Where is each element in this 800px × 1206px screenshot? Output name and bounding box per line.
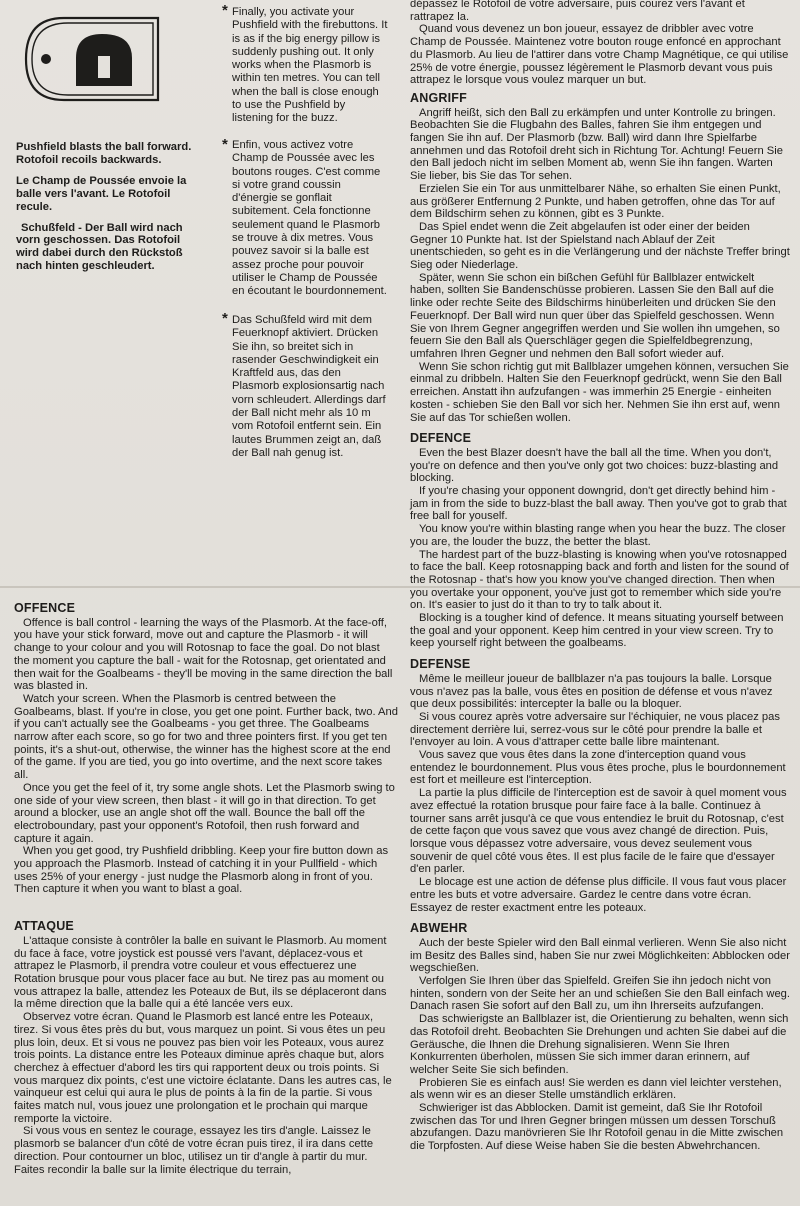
dribble-french-text: dépassez le Rotofoil de votre adversaire, puis courez vers l'avant et rattrapez la. Quand vous devenez un bon joueur, essayez de dribbler avec votre Champ de Poussée. Maintenez votre bouton rouge enfoncé en approchant du Plasmorb. Au lieu de l'attirer dans votre Champ Magnétique, ce qui utilise 25% de votre énergie, poussez légèrement le Plasmorb devant vous puis attrapez le lorsque vous voulez marquer un but. (410, 0, 789, 87)
pushfield-diagram-icon (20, 14, 170, 111)
note-star: * (222, 310, 228, 327)
section-heading: ABWEHR (410, 921, 468, 936)
right-column (410, 0, 790, 1161)
section-abwehr: ABWEHR Auch der beste Spieler wird den Ball einmal verlieren. Wenn Sie also nicht im Besitz des Balles sind, haben Sie nur zwei Möglichkeiten: Abblocken oder wegschießen. Verfolgen Sie Ihren über das Spielfeld. Greifen Sie ihn jedoch nicht von hinten, sondern von der Seite her an und schießen Sie den Ball einfach weg. Danach rasen Sie sofort auf den Ball zu, um ihn Ihrerseits aufzufangen. Das schwierigste an Ballblazer ist, die Orientierung zu behalten, wenn sich das Rotofoil dreht. Beobachten Sie Drehungen und achten Sie dabei auf die Geräusche, die Ihnen die Drehung signalisieren. Wenn Sie Ihren Konkurrenten überholen, müssen Sie sich immer daran erinnern, auf welcher Seite Sie sich befinden. Probieren Sie es einfach aus! Sie werden es dann viel leichter verstehen, als wenn wir es an dieser Stelle umständlich erklären. Schwieriger ist das Abblocken. Damit ist gemeint, daß Sie Ihr Rotofoil zwischen das Tor und Ihren Gegner bringen müssen um dessen Torschuß abzufangen. Dazu manövrieren Sie Ihr Rotofoil genau in die Mitte zwischen die Torpfosten. Auf diese Weise haben Sie die besten Abwehrchancen. (410, 921, 791, 1153)
note-star: * (222, 2, 228, 19)
note-french: Enfin, vous activez votre Champ de Poussée avec les boutons rouges. C'est comme si votre grand coussin d'énergie se gonflait subitement. Cela fonctionne seulement quand le Plasmorb se trouve à dix metres. Vous pouvez savoir si la balle est assez proche pour pouvoir utiliser le Champ de Poussée en écoutant le bourdonnement. (232, 139, 387, 298)
note-english: Finally, you activate your Pushfield with the firebuttons. It is as if the big energy pillow is suddenly pushing out. It only works when the Plasmorb is within ten metres. You can tell when the ball is close enough to use the Pushfield by listening for the buzz. (232, 6, 388, 125)
section-heading: OFFENCE (14, 601, 76, 615)
section-heading: DEFENCE (410, 431, 472, 446)
section-offence: OFFENCE Offence is ball control - learning the ways of the Plasmorb. At the face-off, you have your stick forward, move out and capture the Plasmorb - it will change to your colour and you will Rotosnap to face the goal. Do not blast the moment you capture the ball - wait for the Rotosnap, get orientated and then wait for the Goalbeams - they'll be moving in the same direction the ball was blasted in. Watch your screen. When the Plasmorb is centred between the Goalbeams, blast. If you're in close, you get one point. Further back, two. And if you can't actually see the Goalbeams - you get three. The Goalbeams narrow after each score, so go for two and three pointers first. If you get ten points, it's a shut-out, otherwise, the winner has the highest score at the end of the game. If you are tied, you go into overtime, and the next score takes all. Once you get the feel of it, try some angle shots. Let the Plasmorb swing to one side of your view screen, then blast - it will go in that direction. To get around a blocker, use an angle shot off the wall. Bounce the ball off the electroboundary, past your opponent's Rotofoil, then rush forward and capture it again. When you get good, try Pushfield dribbling. Keep your fire button down as you approach the Plasmorb. Instead of catching it in your Pullfield - which uses 25% of your energy - just nudge the Plasmorb along in front of you. Then capture it when you want to blast a goal. (14, 601, 398, 896)
section-defense: DEFENSE Même le meilleur joueur de ballblazer n'a pas toujours la balle. Lorsque vous n'avez pas la balle, vous êtes en position de défense et vous n'avez que deux possibilités: intercepter la balle ou la bloquer. Si vous courez après votre adversaire sur l'échiquier, ne vous placez pas directement derrière lui, serrez-vous sur le côté pour prendre la balle et l'envoyer au loin. A vous d'attraper cette balle libre maintenant. Vous savez que vous êtes dans la zone d'interception quand vous entendez le bourdonnement. Plus vous êtes proche, plus le bourdonnement est fort et meilleure est l'interception. La partie la plus difficile de l'interception est de savoir à quel moment vous avez effectué la rotation brusque pour faire face à la balle. Continuez à tourner sans arrêt jusqu'à ce que vous entendiez le bruit du Rotosnap, c'est de cette façon que vous savez que vous avez changé de direction. Puis, lorsque vous dépassez votre adversaire, vous devez seulement vous souvenir de quel côté vous êtes. Il est plus facile de le faire que d'essayer d'en parler. Le blocage est une action de défense plus difficile. Il vous faut vous placer entre les buts et votre adversaire. Gardez le centre dans votre écran. Essayez de rester exactment entre les poteaux. (410, 658, 790, 914)
section-heading: DEFENSE (410, 657, 471, 672)
left-column (14, 602, 398, 1184)
section-attaque: ATTAQUE L'attaque consiste à contrôler la balle en suivant le Plasmorb. Au moment du face à face, votre joystick est poussé vers l'avant, déplacez-vous et attrapez le Plasmorb, il prendra votre couleur et vous effectuerez une Rotation brusque pour vous placer face au but. Ne tirez pas au moment ou vous attrapez la balle, attendez les Poteaux de But, ils se déplaceront dans la même direction que la balle qui a été lancée vers eux. Observez votre écran. Quand le Plasmorb est lancé entre les Poteaux, tirez. Si vous êtes près du but, vous marquez un point. Si vous êtes un peu plus loin, deux. Et si vous ne pouvez pas bien voir les Poteaux, vous aurez trois points. La distance entre les Poteaux diminue après chaque but, alors cherchez à effectuer d'abord les tirs qui rapportent deux ou trois points. Si vous marquez dix points, c'est une victoire éclatante. Dans les autres cas, le vainqueur est celui qui aura le plus de points à la fin de la partie. Si vous faites match nul, vous jouez une prolongation et le prochain qui marque remporte la victoire. Si vous vous en sentez le courage, essayez les tirs d'angle. Laissez le plasmorb se balancer d'un côté de votre écran puis tirez, il ira dans cette direction. Pour contourner un bloc, utilisez un tir d'angle à partir du mur. Faites recondir la balle sur la limite électrique du terrain, (14, 920, 398, 1176)
section-heading: ANGRIFF (410, 90, 467, 105)
section-angriff: ANGRIFF Angriff heißt, sich den Ball zu erkämpfen und unter Kontrolle zu bringen. Beobachten Sie die Flugbahn des Balles, fahren Sie ihm entgegen und fangen Sie ihn auf. Der Plasmorb (bzw. Ball) wird dann Ihre Spielfarbe annehmen und das Rotofoil dreht sich in Richtung Tor. Achtung! Feuern Sie den Ball jedoch nicht im selben Moment ab, wenn Sie ihn fangen. Warten Sie lieber, bis Sie das Tor sehen. Erzielen Sie ein Tor aus unmittelbarer Nähe, so erhalten Sie einen Punkt, aus größerer Entfernung 2 Punkte, und haben getroffen, ohne das Tor auf dem Bildschirm sehen zu können, gibt es 3 Punkte. Das Spiel endet wenn die Zeit abgelaufen ist oder einer der beiden Gegner 10 Punkte hat. Ist der Spielstand nach Ablauf der Zeit unentschieden, so geht es in die Verlängerung und der nächste Treffer bringt Sieg oder Niederlage. Später, wenn Sie schon ein bißchen Gefühl für Ballblazer entwickelt haben, sollten Sie Bandenschüsse probieren. Lassen Sie den Ball auf die linke oder rechte Seite des Bildschirms hinüberleiten und drücken Sie den Feuerknopf. Der Ball wird nun quer über das Spielfeld geschossen. Wenn Sie von Ihrem Gegner angegriffen werden und Sie wollen ihn umgehen, so feuern Sie den Ball als Querschläger gegen die Spielfeldbegrenzung, umfahren Ihren Gegner und nehmen den Ball sofort wieder auf. Wenn Sie schon richtig gut mit Ballblazer umgehen können, versuchen Sie einmal zu dribbeln. Halten Sie den Feuerknopf gedrückt, wenn Sie den Ball erreichen. Anstatt ihn aufzufangen - was immerhin 25 Energie - einheiten kosten - schieben Sie den Ball vor sich her. Nehmen Sie ihn erst auf, wenn Sie auf das Tor schießen wollen. (410, 90, 790, 424)
note-star: * (222, 136, 228, 153)
caption-german: Schußfeld - Der Ball wird nach vorn geschossen. Das Rotofoil wird dabei durch den Rückstoß nach hinten geschleudert. (16, 221, 183, 273)
illustration-captions (16, 141, 196, 281)
note-german: Das Schußfeld wird mit dem Feuerknopf aktiviert. Drücken Sie ihn, so breitet sich in rasender Geschwindigkeit ein Kraftfeld aus, das den Plasmorb explosionsartig nach vorn schleudert. Allerdings darf der Ball nicht mehr als 10 m vom Rotofoil entfernt sein. Ein lautes Brummen zeigt an, daß der Ball nah genug ist. (232, 314, 386, 459)
section-defence: DEFENCE Even the best Blazer doesn't have the ball all the time. When you don't, you're on defence and then you've only got two choices: buzz-blasting and blocking. If you're chasing your opponent downgrid, don't get directly behind him - jam in from the side to buzz-blast the ball away. Then you've got to grab that free ball for youself. You know you're within blasting range when you hear the buzz. The closer you are, the louder the buzz, the better the blast. The hardest part of the buzz-blasting is knowing when you've rotosnapped to face the ball. Keep rotosnapping back and forth and listen for the sound of the Rotosnap - that's how you know you've changed direction. Then when you overtake your opponent, you've just got to remember which side you're on. It's easier to just do it than to try to talk about it. Blocking is a tougher kind of defence. It means situating yourself between the goal and your opponent. Keep him centred in your view screen. Try to keep yourself right between the goalbeams. (410, 431, 789, 650)
section-heading: ATTAQUE (14, 919, 74, 934)
caption-english: Pushfield blasts the ball forward. Rotofoil recoils backwards. (16, 141, 192, 166)
caption-french: Le Champ de Poussée envoie la balle vers l'avant. Le Rotofoil recule. (16, 174, 187, 213)
